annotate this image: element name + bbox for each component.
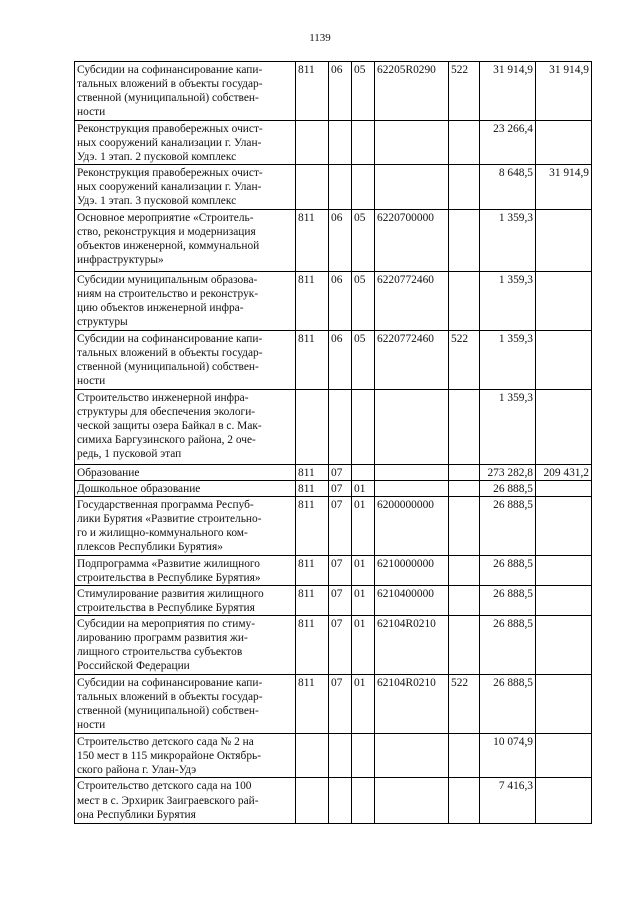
sum-year1-cell: 26 888,5 xyxy=(480,496,536,555)
sum-year1-cell: 26 888,5 xyxy=(480,555,536,585)
sum-year2-cell xyxy=(536,734,592,778)
section-code-cell: 07 xyxy=(329,616,352,675)
sum-year1-cell: 26 888,5 xyxy=(480,585,536,615)
sum-year2-cell xyxy=(536,209,592,271)
section-code-cell: 06 xyxy=(329,209,352,271)
ministry-code-cell: 811 xyxy=(296,271,329,330)
target-article-cell: 6210400000 xyxy=(375,585,449,615)
row-name-cell: Государственная программа Респуб- лики Бурятия «Развитие строительно- го и жилищно-коммунального ком- плексов Республики Бурятия» xyxy=(75,496,296,555)
target-article-cell xyxy=(375,389,449,464)
ministry-code-cell: 811 xyxy=(296,675,329,734)
sum-year1-cell: 1 359,3 xyxy=(480,330,536,389)
row-name-cell: Дошкольное образование xyxy=(75,480,296,496)
expense-type-cell: 522 xyxy=(449,675,480,734)
ministry-code-cell: 811 xyxy=(296,496,329,555)
expense-type-cell xyxy=(449,496,480,555)
sum-year2-cell xyxy=(536,480,592,496)
expense-type-cell: 522 xyxy=(449,330,480,389)
sum-year1-cell: 273 282,8 xyxy=(480,464,536,480)
sum-year1-cell: 1 359,3 xyxy=(480,209,536,271)
row-name-cell: Субсидии муниципальным образова- ниям на строительство и реконструк- цию объектов инженерной инфра- структуры xyxy=(75,271,296,330)
table-row xyxy=(75,330,592,389)
target-article-cell: 6220700000 xyxy=(375,209,449,271)
expense-type-cell xyxy=(449,616,480,675)
subsection-code-cell xyxy=(352,464,375,480)
subsection-code-cell: 05 xyxy=(352,62,375,121)
subsection-code-cell: 01 xyxy=(352,496,375,555)
row-name-cell: Субсидии на софинансирование капи- тальных вложений в объекты государ- ственной (муниципальной) собствен- ности xyxy=(75,62,296,121)
sum-year2-cell: 31 914,9 xyxy=(536,165,592,209)
section-code-cell: 07 xyxy=(329,464,352,480)
expense-type-cell xyxy=(449,209,480,271)
expense-type-cell xyxy=(449,464,480,480)
sum-year2-cell xyxy=(536,555,592,585)
ministry-code-cell: 811 xyxy=(296,616,329,675)
row-name-cell: Основное мероприятие «Строитель- ство, реконструкция и модернизация объектов инженерной, коммунальной инфраструктуры» xyxy=(75,209,296,271)
row-name-cell: Строительство детского сада на 100 мест в с. Эрхирик Заиграевского рай- она Республики Бурятия xyxy=(75,778,296,824)
target-article-cell xyxy=(375,778,449,824)
target-article-cell: 62104R0210 xyxy=(375,675,449,734)
target-article-cell: 6210000000 xyxy=(375,555,449,585)
table-row xyxy=(75,585,592,615)
row-name-cell: Подпрограмма «Развитие жилищного строительства в Республике Бурятия» xyxy=(75,555,296,585)
subsection-code-cell xyxy=(352,734,375,778)
table-row xyxy=(75,675,592,734)
subsection-code-cell: 01 xyxy=(352,480,375,496)
ministry-code-cell: 811 xyxy=(296,62,329,121)
subsection-code-cell: 01 xyxy=(352,585,375,615)
ministry-code-cell: 811 xyxy=(296,480,329,496)
expense-type-cell: 522 xyxy=(449,62,480,121)
ministry-code-cell: 811 xyxy=(296,585,329,615)
section-code-cell: 06 xyxy=(329,62,352,121)
section-code-cell: 07 xyxy=(329,585,352,615)
page-number: 1139 xyxy=(309,32,331,44)
table-row xyxy=(75,165,592,209)
expense-type-cell xyxy=(449,165,480,209)
expense-type-cell xyxy=(449,271,480,330)
sum-year2-cell xyxy=(536,121,592,165)
target-article-cell xyxy=(375,165,449,209)
expense-type-cell xyxy=(449,121,480,165)
subsection-code-cell xyxy=(352,778,375,824)
section-code-cell: 06 xyxy=(329,330,352,389)
ministry-code-cell xyxy=(296,121,329,165)
subsection-code-cell: 01 xyxy=(352,675,375,734)
expense-type-cell xyxy=(449,778,480,824)
target-article-cell: 6200000000 xyxy=(375,496,449,555)
subsection-code-cell: 01 xyxy=(352,616,375,675)
section-code-cell: 06 xyxy=(329,271,352,330)
table-row xyxy=(75,480,592,496)
sum-year2-cell xyxy=(536,778,592,824)
subsection-code-cell: 05 xyxy=(352,209,375,271)
subsection-code-cell xyxy=(352,389,375,464)
sum-year1-cell: 1 359,3 xyxy=(480,271,536,330)
sum-year1-cell: 23 266,4 xyxy=(480,121,536,165)
target-article-cell: 6220772460 xyxy=(375,271,449,330)
subsection-code-cell: 01 xyxy=(352,555,375,585)
section-code-cell xyxy=(329,121,352,165)
sum-year2-cell: 31 914,9 xyxy=(536,62,592,121)
row-name-cell: Реконструкция правобережных очист- ных сооружений канализации г. Улан- Удэ. 1 этап. 2 пусковой комплекс xyxy=(75,121,296,165)
sum-year1-cell: 10 074,9 xyxy=(480,734,536,778)
row-name-cell: Субсидии на софинансирование капи- тальных вложений в объекты государ- ственной (муниципальной) собствен- ности xyxy=(75,330,296,389)
row-name-cell: Субсидии на мероприятия по стиму- лированию программ развития жи- лищного строительства субъектов Российской Федерации xyxy=(75,616,296,675)
subsection-code-cell: 05 xyxy=(352,330,375,389)
section-code-cell: 07 xyxy=(329,555,352,585)
row-name-cell: Строительство инженерной инфра- структуры для обеспечения экологи- ческой защиты озера Байкал в с. Мак- симиха Баргузинского района, 2 оче- редь, 1 пусковой этап xyxy=(75,389,296,464)
sum-year1-cell: 7 416,3 xyxy=(480,778,536,824)
sum-year1-cell: 1 359,3 xyxy=(480,389,536,464)
section-code-cell xyxy=(329,734,352,778)
expense-type-cell xyxy=(449,555,480,585)
sum-year2-cell: 209 431,2 xyxy=(536,464,592,480)
expense-type-cell xyxy=(449,389,480,464)
section-code-cell: 07 xyxy=(329,480,352,496)
ministry-code-cell xyxy=(296,165,329,209)
target-article-cell: 6220772460 xyxy=(375,330,449,389)
ministry-code-cell xyxy=(296,734,329,778)
subsection-code-cell: 05 xyxy=(352,271,375,330)
row-name-cell: Реконструкция правобережных очист- ных сооружений канализации г. Улан- Удэ. 1 этап. 3 пусковой комплекс xyxy=(75,165,296,209)
target-article-cell xyxy=(375,464,449,480)
ministry-code-cell: 811 xyxy=(296,330,329,389)
sum-year1-cell: 26 888,5 xyxy=(480,616,536,675)
sum-year2-cell xyxy=(536,271,592,330)
table-row xyxy=(75,271,592,330)
expense-type-cell xyxy=(449,734,480,778)
section-code-cell xyxy=(329,778,352,824)
target-article-cell: 62104R0210 xyxy=(375,616,449,675)
section-code-cell xyxy=(329,389,352,464)
ministry-code-cell: 811 xyxy=(296,209,329,271)
subsection-code-cell xyxy=(352,165,375,209)
table-row xyxy=(75,62,592,121)
sum-year2-cell xyxy=(536,675,592,734)
expense-type-cell xyxy=(449,480,480,496)
table-row xyxy=(75,496,592,555)
ministry-code-cell: 811 xyxy=(296,555,329,585)
table-row xyxy=(75,389,592,464)
sum-year2-cell xyxy=(536,616,592,675)
section-code-cell xyxy=(329,165,352,209)
table-row xyxy=(75,464,592,480)
sum-year2-cell xyxy=(536,585,592,615)
ministry-code-cell xyxy=(296,778,329,824)
table-row xyxy=(75,734,592,778)
sum-year1-cell: 31 914,9 xyxy=(480,62,536,121)
table-body xyxy=(75,62,592,824)
row-name-cell: Стимулирование развития жилищного строительства в Республике Бурятия xyxy=(75,585,296,615)
target-article-cell xyxy=(375,734,449,778)
table-row xyxy=(75,616,592,675)
section-code-cell: 07 xyxy=(329,496,352,555)
table-row xyxy=(75,209,592,271)
row-name-cell: Строительство детского сада № 2 на 150 мест в 115 микрорайоне Октябрь- ского района г. Улан-Удэ xyxy=(75,734,296,778)
sum-year1-cell: 26 888,5 xyxy=(480,675,536,734)
sum-year1-cell: 8 648,5 xyxy=(480,165,536,209)
ministry-code-cell: 811 xyxy=(296,464,329,480)
table-row xyxy=(75,555,592,585)
expense-type-cell xyxy=(449,585,480,615)
table-row xyxy=(75,121,592,165)
row-name-cell: Образование xyxy=(75,464,296,480)
sum-year2-cell xyxy=(536,330,592,389)
sum-year1-cell: 26 888,5 xyxy=(480,480,536,496)
sum-year2-cell xyxy=(536,389,592,464)
target-article-cell xyxy=(375,480,449,496)
ministry-code-cell xyxy=(296,389,329,464)
target-article-cell: 62205R0290 xyxy=(375,62,449,121)
table-row xyxy=(75,778,592,824)
subsection-code-cell xyxy=(352,121,375,165)
section-code-cell: 07 xyxy=(329,675,352,734)
budget-table xyxy=(74,61,592,824)
row-name-cell: Субсидии на софинансирование капи- тальных вложений в объекты государ- ственной (муниципальной) собствен- ности xyxy=(75,675,296,734)
target-article-cell xyxy=(375,121,449,165)
sum-year2-cell xyxy=(536,496,592,555)
